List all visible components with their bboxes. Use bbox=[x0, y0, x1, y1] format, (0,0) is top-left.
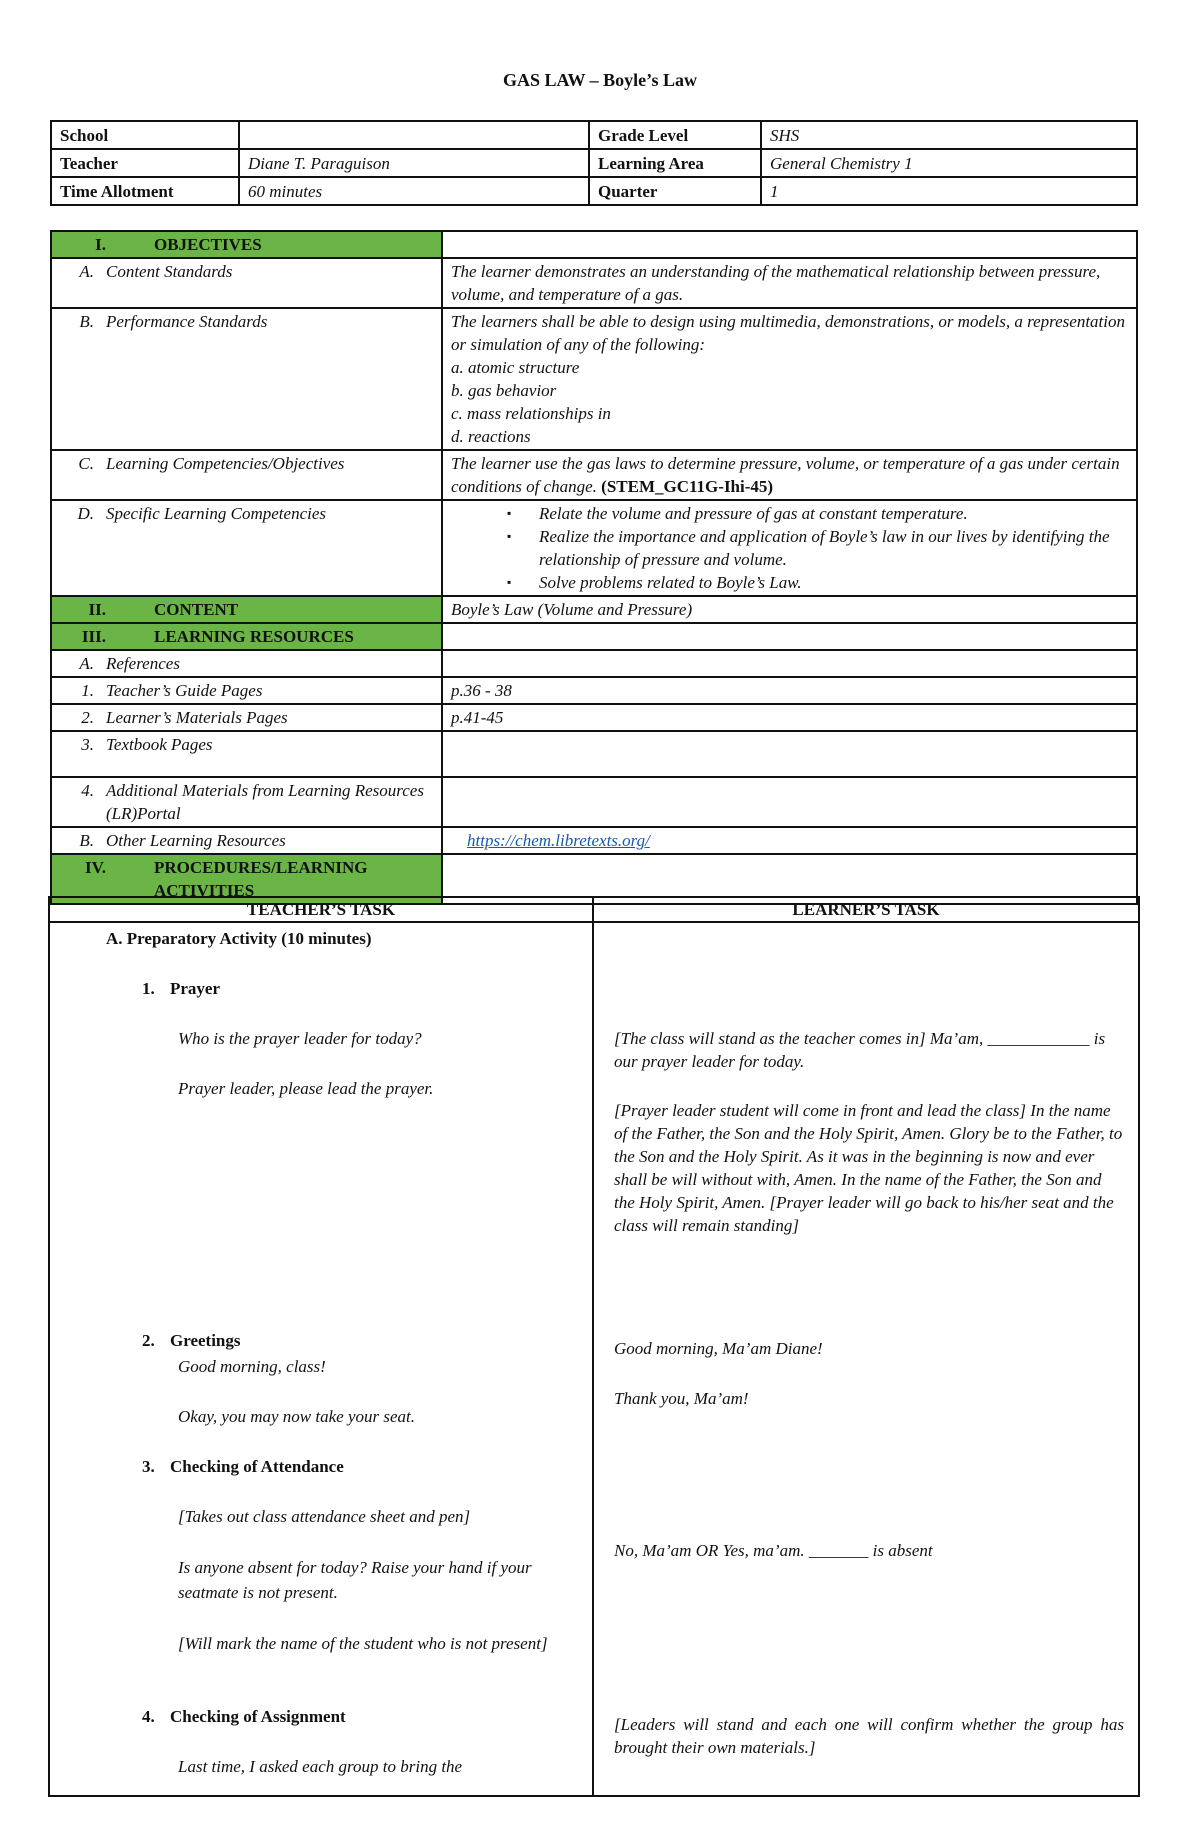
performance-item: c. mass relationships in bbox=[451, 404, 611, 423]
performance-item: b. gas behavior bbox=[451, 381, 557, 400]
competency-item: ▪ Realize the importance and application of Boyle’s law in our lives by identifying the relationship of pressure and volume. bbox=[539, 525, 1128, 571]
content-standards-text: The learner demonstrates an understanding of the mathematical relationship between pressure, volume, and temperature of a gas. bbox=[442, 258, 1137, 308]
performance-item: a. atomic structure bbox=[451, 358, 580, 377]
teacher-task-header: TEACHER’S TASK bbox=[49, 897, 593, 922]
quarter-label: Quarter bbox=[589, 177, 761, 205]
competency-code: (STEM_GC11G-Ihi-45) bbox=[601, 477, 774, 496]
plan-table bbox=[50, 230, 1138, 905]
procedures-table bbox=[48, 896, 1140, 1797]
teacher-task-column bbox=[49, 922, 593, 1796]
teacher-attendance-1: [Takes out class attendance sheet and pen] bbox=[178, 1507, 471, 1526]
step-greetings: 2. Greetings bbox=[142, 1331, 241, 1350]
learner-task-header: LEARNER’S TASK bbox=[593, 897, 1139, 922]
competency-item: ▪ Solve problems related to Boyle’s Law. bbox=[539, 571, 1128, 594]
info-table bbox=[50, 120, 1138, 206]
learners-materials-value: p.41-45 bbox=[442, 704, 1137, 731]
learner-assignment: [Leaders will stand and each one will confirm whether the group has brought their own materials.] bbox=[614, 1715, 1124, 1757]
step-prayer: 1. Prayer bbox=[142, 979, 221, 998]
performance-item: d. reactions bbox=[451, 427, 531, 446]
teacher-attendance-2: Is anyone absent for today? Raise your hand if your seatmate is not present. bbox=[178, 1558, 532, 1602]
grade-level-value: SHS bbox=[761, 121, 1137, 149]
learning-area-value: General Chemistry 1 bbox=[761, 149, 1137, 177]
teacher-label: Teacher bbox=[51, 149, 239, 177]
references-label: A. References bbox=[51, 650, 442, 677]
textbook-pages-value bbox=[442, 731, 1137, 777]
school-label: School bbox=[51, 121, 239, 149]
teachers-guide-label: 1. Teacher’s Guide Pages bbox=[51, 677, 442, 704]
content-value: Boyle’s Law (Volume and Pressure) bbox=[442, 596, 1137, 623]
learner-task-column bbox=[593, 922, 1139, 1796]
objectives-header: I. OBJECTIVES bbox=[51, 231, 442, 258]
teacher-assignment: Last time, I asked each group to bring the bbox=[178, 1757, 463, 1776]
procedures-header: IV. PROCEDURES/LEARNING ACTIVITIES bbox=[51, 854, 442, 904]
specific-competencies-list bbox=[442, 500, 1137, 596]
teacher-value: Diane T. Paraguison bbox=[239, 149, 589, 177]
additional-materials-label: 4. Additional Materials from Learning Resources (LR)Portal bbox=[51, 777, 442, 827]
teacher-seat: Okay, you may now take your seat. bbox=[178, 1407, 415, 1426]
school-value bbox=[239, 121, 589, 149]
other-resources-label: B. Other Learning Resources bbox=[51, 827, 442, 854]
learner-prayer-lead: [Prayer leader student will come in front and lead the class] In the name of the Father, the Son and the Holy Spirit, Amen. Glory be to the Father, to the Son and the Holy Spirit. As it was in the beginning is now and ever shall be will without with, Amen. In the name of the Father, the Son and the Holy Spirit, Amen. [Prayer leader will go back to his/her seat and the class will remain standing] bbox=[614, 1101, 1123, 1235]
time-allotment-value: 60 minutes bbox=[239, 177, 589, 205]
libretexts-link[interactable]: https://chem.libretexts.org/ bbox=[467, 831, 650, 850]
specific-competencies-label: D. Specific Learning Competencies bbox=[51, 500, 442, 596]
learner-greeting: Good morning, Ma’am Diane! bbox=[614, 1339, 823, 1358]
teacher-prayer-lead: Prayer leader, please lead the prayer. bbox=[178, 1079, 434, 1098]
learning-competencies-label: C. Learning Competencies/Objectives bbox=[51, 450, 442, 500]
preparatory-activity-heading: A. Preparatory Activity (10 minutes) bbox=[106, 929, 372, 948]
additional-materials-value bbox=[442, 777, 1137, 827]
learner-attendance: No, Ma’am OR Yes, ma’am. _______ is absent bbox=[614, 1541, 933, 1560]
learner-thanks: Thank you, Ma’am! bbox=[614, 1389, 749, 1408]
time-allotment-label: Time Allotment bbox=[51, 177, 239, 205]
teacher-greeting: Good morning, class! bbox=[178, 1357, 326, 1376]
teachers-guide-value: p.36 - 38 bbox=[442, 677, 1137, 704]
performance-standards-label: B. Performance Standards bbox=[51, 308, 442, 450]
step-assignment: 4. Checking of Assignment bbox=[142, 1707, 346, 1726]
content-header: II. CONTENT bbox=[51, 596, 442, 623]
learning-resources-header: III. LEARNING RESOURCES bbox=[51, 623, 442, 650]
learning-competencies-text: The learner use the gas laws to determine pressure, volume, or temperature of a gas under certain conditions of change. (STEM_GC11G-Ihi-45) bbox=[442, 450, 1137, 500]
learner-prayer-response: [The class will stand as the teacher comes in] Ma’am, ____________ is our prayer leader for today. bbox=[614, 1029, 1106, 1071]
page-title: GAS LAW – Boyle’s Law bbox=[502, 70, 698, 90]
content-standards-label: A. Content Standards bbox=[51, 258, 442, 308]
quarter-value: 1 bbox=[761, 177, 1137, 205]
learners-materials-label: 2. Learner’s Materials Pages bbox=[51, 704, 442, 731]
performance-standards-text: The learners shall be able to design using multimedia, demonstrations, or models, a representation or simulation of any of the following: a. atomic structure b. gas behavior c. mass relationships in d. reactions bbox=[442, 308, 1137, 450]
learning-area-label: Learning Area bbox=[589, 149, 761, 177]
teacher-prayer-question: Who is the prayer leader for today? bbox=[178, 1029, 422, 1048]
grade-level-label: Grade Level bbox=[589, 121, 761, 149]
textbook-pages-label: 3. Textbook Pages bbox=[51, 731, 442, 777]
competency-item: ▪ Relate the volume and pressure of gas at constant temperature. bbox=[539, 502, 1128, 525]
step-attendance: 3. Checking of Attendance bbox=[142, 1457, 344, 1476]
teacher-attendance-3: [Will mark the name of the student who is not present] bbox=[178, 1634, 548, 1653]
